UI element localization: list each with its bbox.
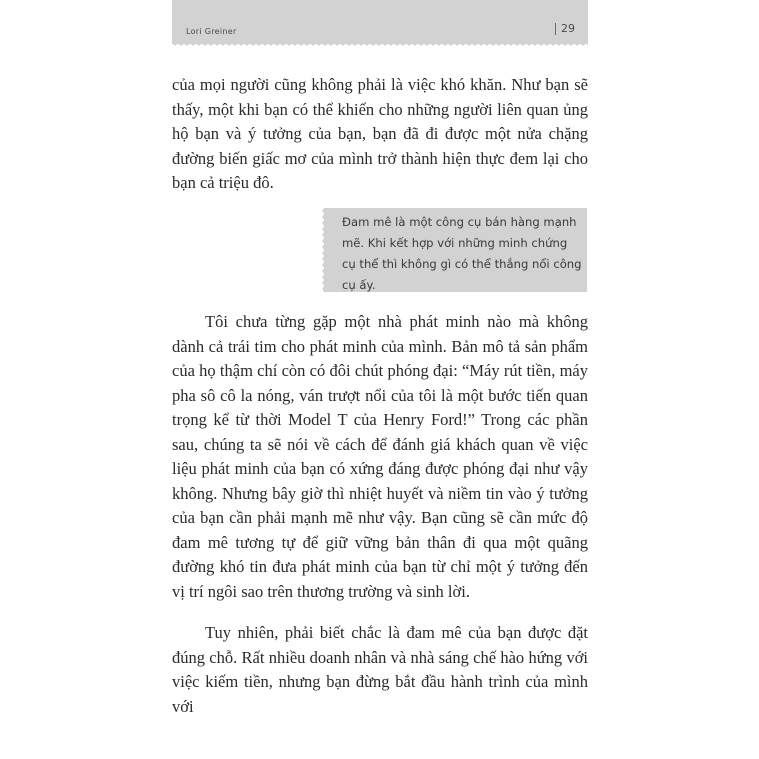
page-header bbox=[172, 0, 588, 44]
pull-quote-text: Đam mê là một công cụ bán hàng mạnh mẽ. Khi kết hợp với những minh chứng cụ thể thì không gì có thể thắng nổi công cụ ấy. bbox=[342, 215, 582, 292]
body-paragraph-3: Tuy nhiên, phải biết chắc là đam mê của bạn được đặt đúng chỗ. Rất nhiều doanh nhân và nhà sáng chế hào hứng với việc kiếm tiền, nhưng bạn đừng bắt đầu hành trình của mình với bbox=[172, 623, 588, 716]
page-number: 29 bbox=[561, 22, 575, 35]
running-head: Lori Greiner bbox=[186, 27, 237, 36]
page-number-divider bbox=[555, 23, 556, 35]
body-paragraph-1: của mọi người cũng không phải là việc khó khăn. Như bạn sẽ thấy, một khi bạn có thể khiến cho những người liên quan ủng hộ bạn và ý tưởng của bạn, bạn đã đi được một nửa chặng đường biến giấc mơ của mình trở thành hiện thực đem lại cho bạn cả triệu đô. bbox=[172, 75, 588, 192]
pull-quote-box bbox=[324, 208, 587, 292]
body-paragraph-2: Tôi chưa từng gặp một nhà phát minh nào mà không dành cả trái tim cho phát minh của mình. Bản mô tả sản phẩm của họ thậm chí còn có đôi chút phóng đại: “Máy rút tiền, máy pha sô cô la nóng, ván trượt nổi của tôi là một bước tiến quan trọng kể từ thời Model T của Henry Ford!” Trong các phần sau, chúng ta sẽ nói về cách để đánh giá khách quan về việc liệu phát minh của bạn có xứng đáng được phóng đại như vậy không. Nhưng bây giờ thì nhiệt huyết và niềm tin vào ý tưởng của bạn cần phải mạnh mẽ như vậy. Bạn cũng sẽ cần mức độ đam mê tương tự để giữ vững bản thân đi qua một quãng đường khó tin đưa phát minh của bạn từ chỉ một ý tưởng đến vị trí ngôi sao trên thương trường và sinh lời. bbox=[172, 312, 588, 601]
